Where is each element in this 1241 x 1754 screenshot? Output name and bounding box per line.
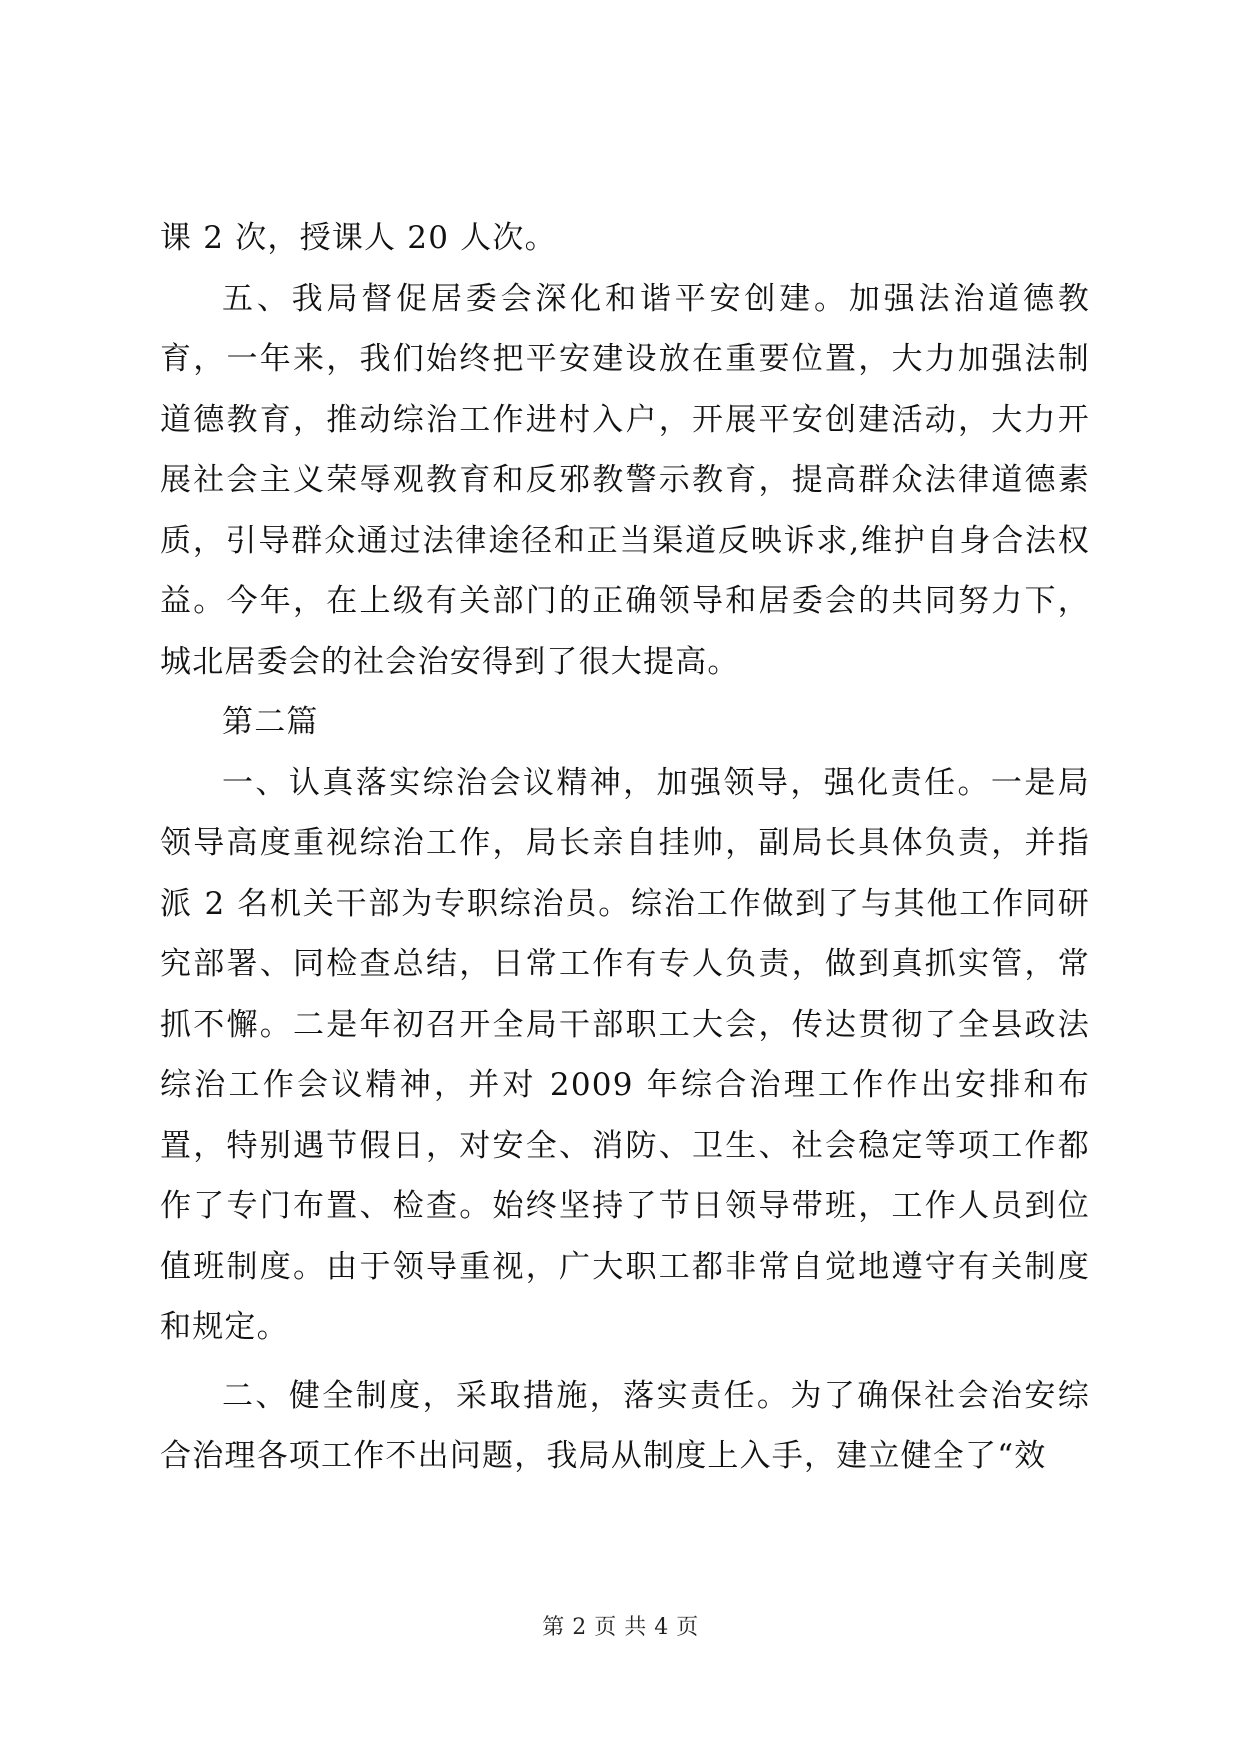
section-heading-part-two: 第二篇 [222, 704, 319, 740]
paragraph-section-one: 一、认真落实综治会议精神，加强领导，强化责任。一是局领导高度重视综治工作，局长亲自挂帅，副局长具体负责，并指派 2 名机关干部为专职综治员。综治工作做到了与其他工作同研究部署、同检查总结，日常工作有专人负责，做到真抓实管，常抓不懈。二是年初召开全局干部职工大会，传达贯彻了全县政法综治工作会议精神，并对 2009 年综合治理工作作出安排和布置，特别遇节假日，对安全、消防、卫生、社会稳定等项工作都作了专门布置、检查。始终坚持了节日领导带班，工作人员到位值班制度。由于领导重视，广大职工都非常自觉地遵守有关制度和规定。 [160, 764, 1090, 1345]
paragraph-continuation: 课 2 次，授课人 20 人次。 [160, 220, 557, 256]
paragraph-section-five: 五、我局督促居委会深化和谐平安创建。加强法治道德教育，一年来，我们始终把平安建设放在重要位置，大力加强法制道德教育，推动综治工作进村入户，开展平安创建活动，大力开展社会主义荣辱观教育和反邪教警示教育，提高群众法律道德素质，引导群众通过法律途径和正当渠道反映诉求,维护自身合法权益。今年，在上级有关部门的正确领导和居委会的共同努力下，城北居委会的社会治安得到了很大提高。 [160, 280, 1090, 680]
page-number-footer: 第 2 页 共 4 页 [542, 1615, 699, 1640]
paragraph-section-two: 二、健全制度，采取措施，落实责任。为了确保社会治安综合治理各项工作不出问题，我局从制度上入手，建立健全了“效 [160, 1377, 1090, 1474]
document-body [160, 208, 1090, 1487]
